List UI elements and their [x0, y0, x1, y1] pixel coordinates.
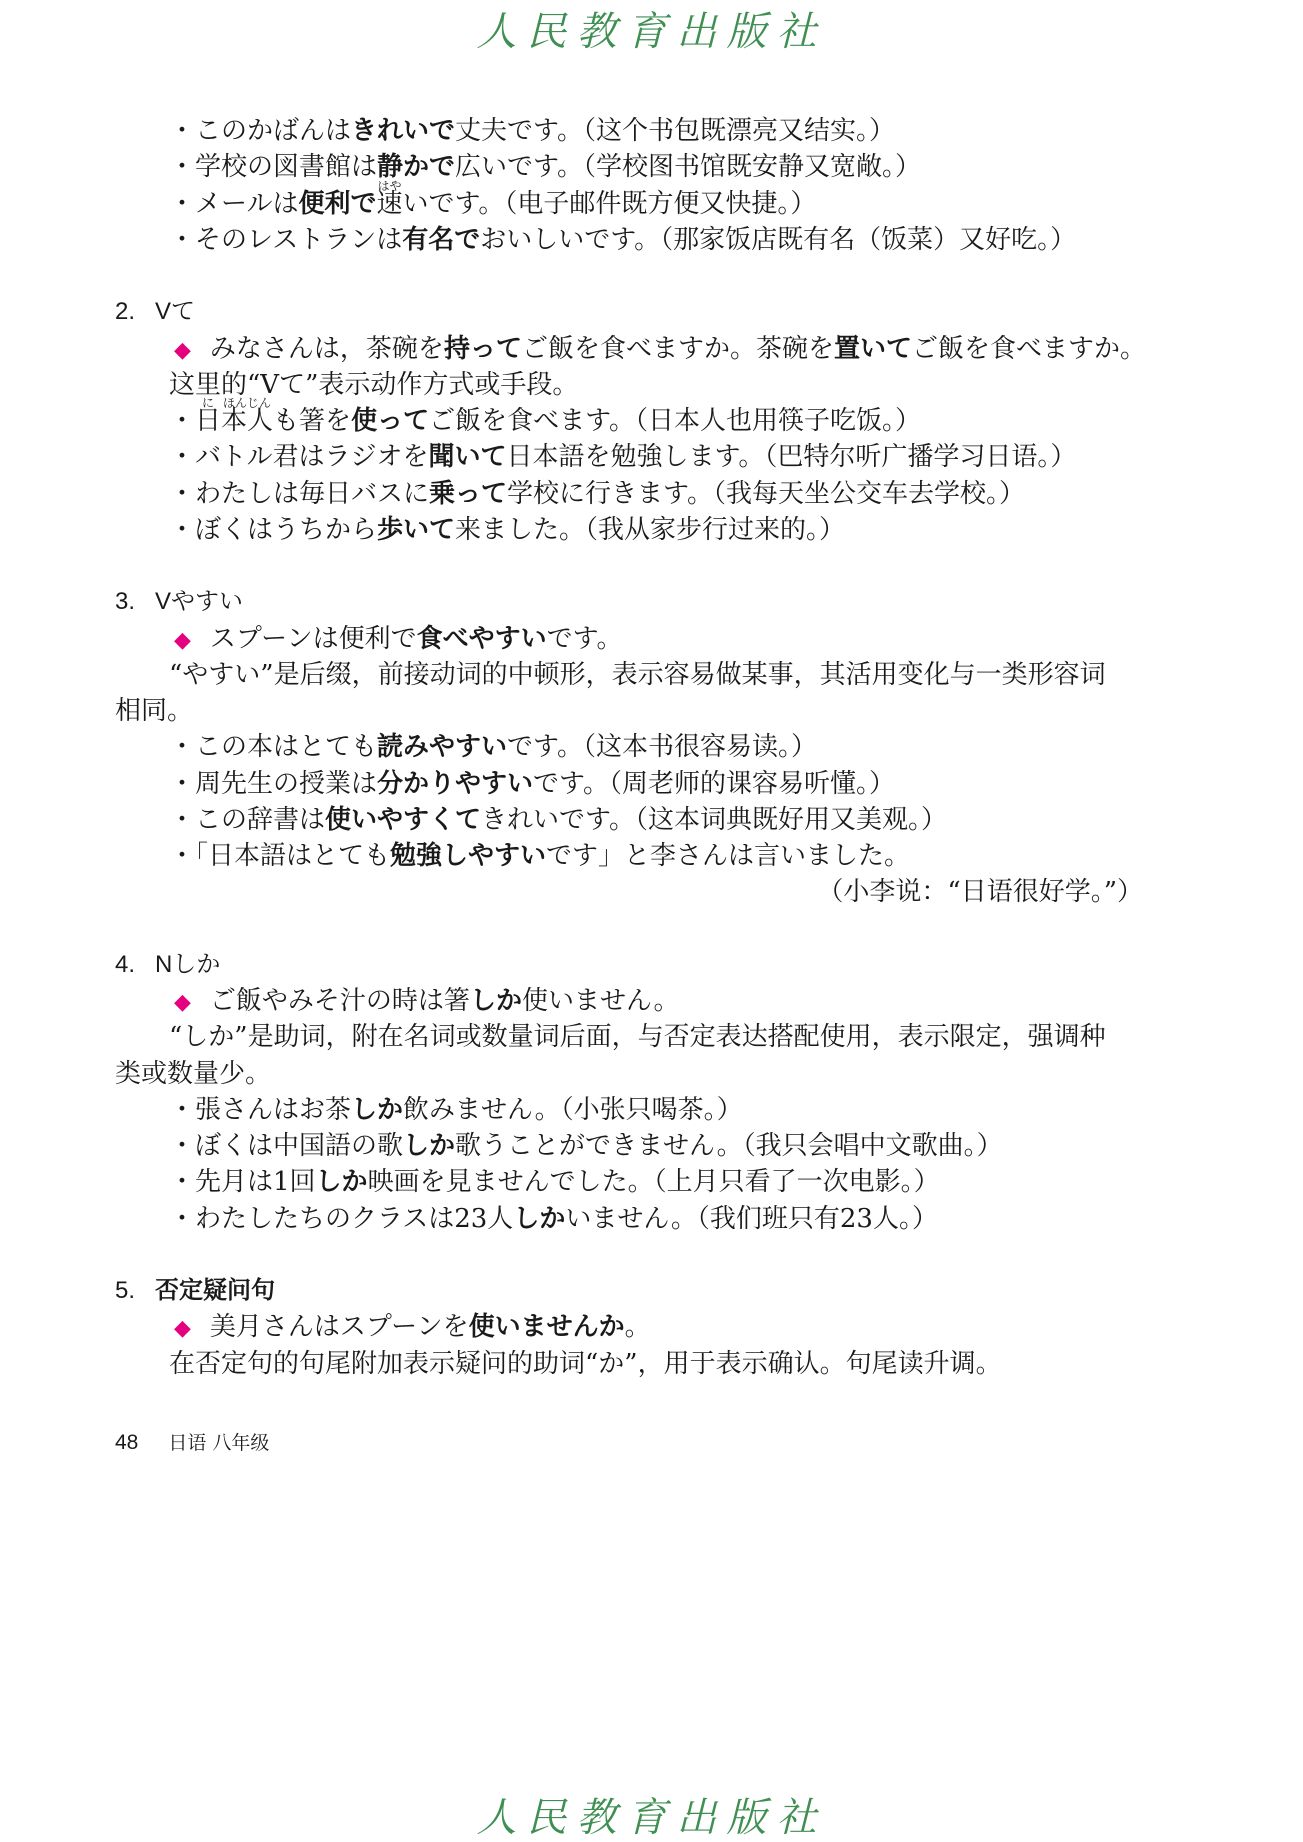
example-list — [115, 1092, 1215, 1237]
translation-note: （小李说：“日语很好学。”） — [817, 877, 1143, 908]
grammar-pattern-highlight: 歩いて — [377, 514, 456, 545]
kanji-with-furigana — [195, 396, 222, 436]
grammar-pattern-highlight: 持って — [443, 333, 522, 364]
section-number: 2. — [115, 298, 136, 326]
sentence-text: ・バトル君はラジオを — [169, 442, 429, 473]
grammar-pattern-highlight: しか — [315, 1167, 368, 1198]
grammar-section-2 — [115, 294, 1215, 548]
example-sentence — [115, 766, 1215, 802]
example-sentence — [115, 149, 1215, 185]
example-sentence — [115, 802, 1215, 838]
sentence-text: スプーンは便利で — [209, 623, 417, 654]
sentence-text: ・ — [169, 406, 196, 436]
sentence-text: です。（这本书很容易读。） — [507, 732, 817, 763]
sentence-text: です」と李さんは言いました。 — [546, 841, 911, 871]
sentence-text: ・このかばんは — [169, 116, 352, 146]
key-sentence — [115, 331, 1215, 367]
example-sentence — [115, 222, 1215, 258]
explanation-line: “やすい”是后缀，前接动词的中顿形，表示容易做某事，其活用变化与一类形容词 — [169, 659, 1106, 690]
example-sentence — [115, 1201, 1215, 1237]
grammar-pattern-highlight: 便利で — [298, 188, 377, 219]
section-title: Vやすい — [155, 588, 244, 616]
grammar-pattern-highlight: しか — [351, 1094, 404, 1125]
grammar-pattern-highlight: 有名で — [402, 224, 481, 255]
example-sentence — [115, 512, 1215, 548]
page-number: 48 — [115, 1431, 139, 1454]
grammar-section-5 — [115, 1273, 1215, 1382]
sentence-text: ・わたしたちのクラスは23人 — [169, 1203, 514, 1234]
section-title: Nしか — [155, 950, 221, 978]
section-number: 3. — [115, 588, 136, 616]
grammar-pattern-highlight: きれいで — [351, 116, 456, 146]
grammar-pattern-highlight: 使いませんか — [468, 1312, 625, 1343]
sentence-text: ・先月は1回 — [169, 1167, 316, 1198]
kanji-text: 本人 — [221, 406, 274, 436]
section-heading — [115, 294, 1215, 330]
section-heading — [115, 584, 1215, 620]
page-content — [115, 113, 1215, 1382]
sentence-text: ・張さんはお茶 — [169, 1094, 352, 1125]
diamond-bullet-icon: ◆ — [174, 337, 191, 363]
grammar-pattern-highlight: 置いて — [833, 333, 912, 364]
sentence-text: ・ぼくはうちから — [169, 514, 378, 545]
explanation — [115, 1019, 1215, 1092]
furigana-reading: に — [202, 396, 215, 410]
grammar-pattern-highlight: 静かで — [377, 152, 456, 183]
sentence-text: ・この辞書は — [169, 804, 326, 835]
grammar-pattern-highlight: しか — [469, 986, 522, 1016]
sentence-text: ・そのレストランは — [169, 224, 403, 255]
example-list — [115, 729, 1215, 874]
grammar-pattern-highlight: 食べやすい — [416, 623, 547, 654]
section-heading — [115, 947, 1215, 983]
sentence-text: ・周先生の授業は — [169, 768, 378, 799]
sentence-text: ・ぼくは中国語の歌 — [169, 1131, 404, 1161]
example-sentence — [115, 729, 1215, 765]
example-sentence — [115, 178, 1215, 222]
sentence-text: いません。（我们班只有23人。） — [565, 1203, 938, 1234]
grammar-pattern-highlight: しか — [513, 1203, 566, 1234]
kanji-text: 速 — [376, 188, 403, 219]
explanation-line: 相同。 — [115, 696, 194, 726]
example-sentence — [115, 113, 1215, 149]
sentence-text: です。 — [546, 623, 623, 654]
sentence-text: 広いです。（学校图书馆既安静又宽敞。） — [455, 152, 921, 183]
publisher-logo-bottom: 人民教育出版社 — [476, 1795, 827, 1841]
section-1-examples — [115, 113, 1215, 258]
grammar-pattern-highlight: 勉強しやすい — [390, 841, 547, 871]
publisher-logo: 人民教育出版社 — [476, 9, 827, 55]
grammar-pattern-highlight: 読みやすい — [377, 732, 508, 763]
sentence-text: です。（周老师的课容易听懂。） — [533, 768, 895, 799]
sentence-text: 映画を見ませんでした。（上月只看了一次电影。） — [367, 1167, 940, 1198]
grammar-pattern-highlight: 聞いて — [428, 442, 507, 473]
sentence-text: きれいです。（这本词典既好用又美观。） — [481, 804, 947, 835]
section-title: 否定疑问句 — [155, 1277, 275, 1304]
section-heading — [115, 1273, 1215, 1309]
example-sentence — [115, 1092, 1215, 1128]
explanation-line: 这里的“Vて”表示动作方式或手段。 — [169, 369, 579, 400]
kanji-text: 日 — [195, 406, 222, 436]
book-title: 日语 八年级 — [168, 1432, 270, 1454]
example-sentence — [115, 1128, 1215, 1164]
grammar-pattern-highlight: 分かりやすい — [377, 768, 534, 799]
example-sentence — [115, 1164, 1215, 1200]
sentence-text: おいしいです。（那家饭店既有名（饭菜）又好吃。） — [480, 224, 1077, 255]
key-sentence — [115, 621, 1215, 657]
sentence-text: ご飯を食べます。（日本人也用筷子吃饭。） — [429, 406, 921, 436]
sentence-text: 美月さんはスプーンを — [209, 1312, 469, 1343]
example-sentence — [115, 838, 1215, 874]
sentence-text: 飲みません。（小张只喝茶。） — [403, 1094, 743, 1125]
kanji-with-furigana — [221, 396, 274, 436]
explanation — [115, 657, 1215, 730]
sentence-text: ・「日本語はとても — [169, 841, 391, 871]
sentence-text: ・この本はとても — [169, 732, 378, 763]
sentence-text: 歌うことができません。（我只会唱中文歌曲。） — [455, 1131, 1003, 1161]
sentence-text: 。 — [624, 1312, 651, 1343]
example-sentence — [115, 476, 1215, 512]
example-sentence — [115, 396, 1215, 439]
explanation — [115, 367, 1215, 403]
sentence-text: 学校に行きます。（我每天坐公交车去学校。） — [507, 478, 1025, 509]
explanation — [115, 1346, 1215, 1382]
example-list — [115, 113, 1215, 258]
sentence-text: ・メールは — [169, 188, 299, 219]
grammar-pattern-highlight: 使いやすくて — [325, 804, 482, 835]
explanation-line: 在否定句的句尾附加表示疑问的助词“か”，用于表示确认。句尾读升调。 — [169, 1348, 1002, 1379]
explanation-line: 类或数量少。 — [115, 1058, 272, 1089]
sentence-text: 日本語を勉強します。（巴特尔听广播学习日语。） — [506, 442, 1077, 473]
diamond-bullet-icon: ◆ — [174, 990, 191, 1015]
section-number: 5. — [115, 1277, 136, 1304]
sentence-text: 丈夫です。（这个书包既漂亮又结实。） — [455, 116, 895, 146]
grammar-section-3 — [115, 584, 1215, 910]
grammar-pattern-highlight: しか — [403, 1131, 456, 1161]
example-sentence — [115, 439, 1215, 475]
sentence-text: みなさんは，茶碗を — [209, 333, 444, 364]
furigana-reading: はや — [377, 178, 402, 193]
sentence-text: ご飯を食べますか。茶碗を — [521, 333, 834, 364]
diamond-bullet-icon: ◆ — [174, 1316, 191, 1342]
sentence-text: も箸を — [273, 406, 352, 436]
section-title: Vて — [155, 298, 196, 326]
grammar-pattern-highlight: 乗って — [429, 478, 508, 509]
sentence-text: 使いません。 — [521, 986, 680, 1016]
key-sentence — [115, 1309, 1215, 1345]
grammar-pattern-highlight: 使って — [351, 406, 430, 436]
sentence-text: 来ました。（我从家步行过来的。） — [455, 514, 846, 545]
diamond-bullet-icon: ◆ — [174, 627, 191, 653]
sentence-text: ・わたしは毎日バスに — [169, 478, 430, 509]
kanji-with-furigana — [376, 178, 403, 219]
sentence-text: ・学校の図書館は — [169, 152, 378, 183]
grammar-section-4 — [115, 947, 1215, 1237]
furigana-reading: ほんじん — [223, 396, 272, 410]
sentence-text: ご飯を食べますか。 — [911, 333, 1146, 364]
key-sentence — [115, 983, 1215, 1019]
page-footer — [115, 1430, 269, 1456]
sentence-text: ご飯やみそ汁の時は箸 — [209, 986, 470, 1016]
example-list — [115, 396, 1215, 548]
section-number: 4. — [115, 950, 136, 978]
explanation-line: “しか”是助词，附在名词或数量词后面，与否定表达搭配使用，表示限定，强调种 — [169, 1022, 1106, 1053]
sentence-text: いです。（电子邮件既方便又快捷。） — [402, 188, 817, 219]
